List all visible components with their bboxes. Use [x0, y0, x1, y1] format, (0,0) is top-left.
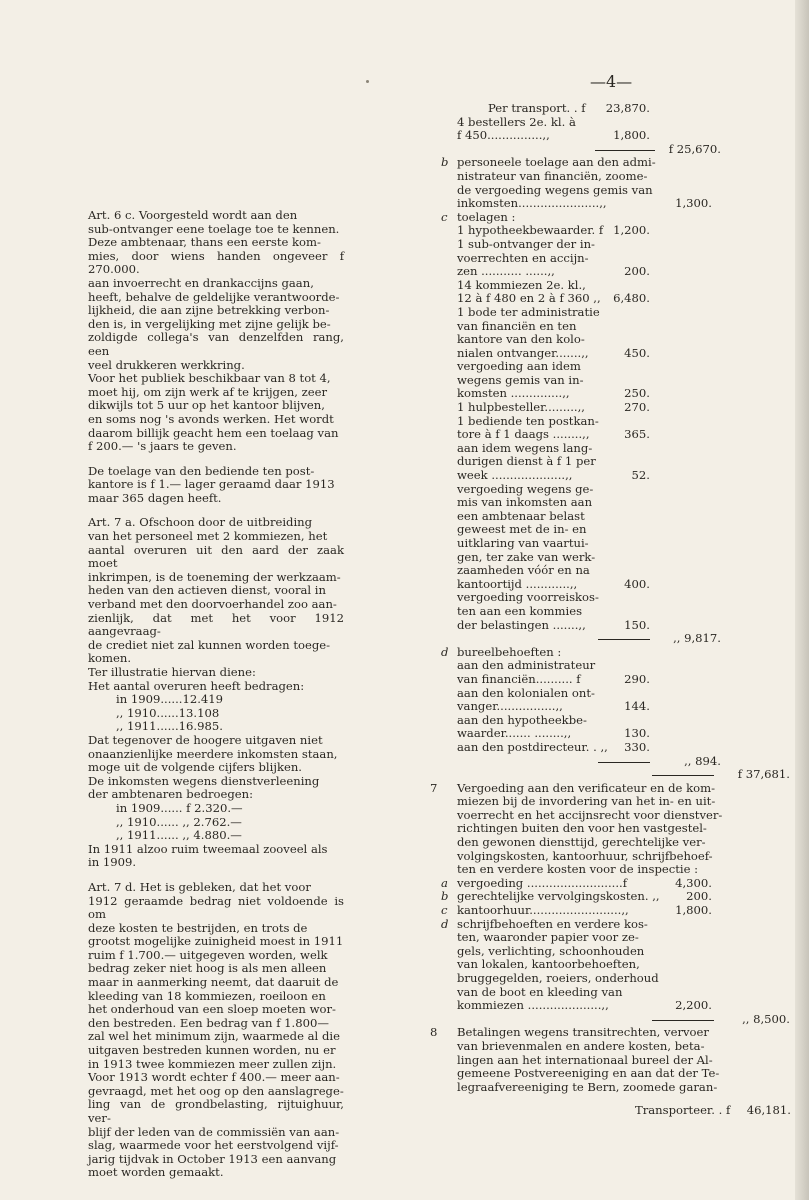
item-text: een ambtenaar belast	[457, 508, 585, 523]
text-line: ,, 1910......13.108	[116, 705, 220, 720]
ledger-line	[430, 795, 792, 809]
amount: 144.	[624, 699, 650, 714]
amount: 46,181.	[746, 1103, 791, 1118]
ledger-line	[430, 931, 792, 945]
amount: 250.	[624, 386, 650, 401]
paragraph-conclusion	[88, 843, 344, 870]
text-line: ,, 1911......16.985.	[116, 719, 223, 734]
ledger-line	[430, 782, 792, 796]
item-text: gerechtelijke vervolgingskosten. ,,	[457, 889, 660, 904]
amount: 4,300.	[675, 875, 712, 890]
amount: 2,200.	[675, 998, 712, 1013]
ledger-line	[430, 483, 792, 497]
text-line: het onderhoud van een sloep moeten wor-	[88, 1002, 336, 1017]
amount: 1,200.	[613, 223, 650, 238]
subtotal-line	[430, 755, 792, 769]
amount: 6,480.	[613, 291, 650, 306]
ledger-line	[430, 673, 792, 687]
page-edge-shadow	[795, 0, 809, 1200]
ledger-line	[430, 578, 792, 592]
item-text: nialen ontvanger.......,,	[457, 345, 589, 360]
ledger-line	[430, 809, 792, 823]
item-text: 4 bestellers 2e. kl. à	[457, 114, 576, 129]
text-line: der ambtenaren bedroegen:	[88, 787, 254, 802]
ledger-line	[430, 537, 792, 551]
ledger-line	[430, 741, 792, 755]
ledger-line	[430, 156, 792, 170]
ink-speck	[366, 80, 369, 83]
ledger-line	[430, 986, 792, 1000]
text-line: De toelage van den bediende ten post-	[88, 463, 315, 478]
item-text: zaamheden vóór en na	[457, 563, 590, 578]
sum-rule	[652, 1020, 714, 1021]
ledger-line	[430, 605, 792, 619]
ledger-line	[430, 822, 792, 836]
text-line: zienlijk, dat met het voor 1912 aangevraag-	[88, 610, 344, 639]
ledger-line	[430, 700, 792, 714]
text-line: van het personeel met 2 kommiezen, het	[88, 529, 328, 544]
item-number: 7	[430, 780, 438, 795]
item-text: lingen aan het internationaal bureel der Al-	[457, 1052, 713, 1067]
text-line: veel drukkeren werkkring.	[88, 357, 245, 372]
ledger-line	[430, 292, 792, 306]
text-line: ling van de grondbelasting, rijtuighuur, ver-	[88, 1097, 344, 1125]
ledger-line	[430, 455, 792, 469]
item-text: tore à f 1 daags ........,,	[457, 427, 590, 442]
ledger-line	[430, 863, 792, 877]
ledger-line	[430, 102, 792, 116]
text-line: blijf der leden van de commissiën van aan-	[88, 1124, 340, 1139]
text-line: bedrag zeker niet hoog is als men alleen	[88, 961, 327, 976]
text-line: de crediet niet zal kunnen worden toege-	[88, 637, 331, 652]
left-column	[88, 209, 344, 1180]
text-line: ,, 1911...... ,, 4.880.—	[116, 828, 242, 843]
ledger-line	[430, 415, 792, 429]
paragraph-art-7a	[88, 516, 344, 693]
text-line: gevraagd, met het oog op den aanslagrege-	[88, 1083, 344, 1098]
text-line: Dat tegenover de hoogere uitgaven niet	[88, 732, 323, 747]
paragraph-bediende	[88, 465, 344, 506]
item-text: Per transport. . f	[488, 101, 586, 115]
text-line: inkrimpen, is de toeneming der werkzaam-	[88, 569, 341, 584]
text-line: komen.	[88, 651, 132, 666]
ledger-line	[430, 496, 792, 510]
amount: 330.	[624, 739, 650, 754]
subtotal-line	[430, 632, 792, 646]
item-text: kantore van den kolo-	[457, 332, 585, 347]
item-text: voerrechten en accijn-	[457, 250, 589, 265]
ledger-line	[430, 564, 792, 578]
item-text: legraafvereeniging te Bern, zoomede garan-	[457, 1079, 718, 1094]
ledger-line	[430, 170, 792, 184]
amount: 1,800.	[613, 128, 650, 143]
text-line: in 1909...... f 2.320.—	[116, 800, 243, 815]
item-text: Vergoeding aan den verificateur en de kom-	[457, 780, 715, 795]
ledger-line	[430, 265, 792, 279]
ledger-line	[430, 428, 792, 442]
text-line: Art. 7 a. Ofschoon door de uitbreiding	[88, 515, 313, 530]
ledger-line	[430, 551, 792, 565]
text-line: Deze ambtenaar, thans een eerste kom-	[88, 235, 321, 250]
item-text: nistrateur van financiën, zoome-	[457, 168, 648, 183]
ledger-line	[430, 999, 792, 1013]
item-text: aan den administrateur	[457, 658, 596, 673]
ledger-line	[430, 510, 792, 524]
item-text: wegens gemis van in-	[457, 372, 584, 387]
ledger-line	[430, 523, 792, 537]
item-text: 1 bediende ten postkan-	[457, 413, 599, 428]
ledger-line	[430, 184, 792, 198]
item-text: f 450...............,,	[457, 128, 550, 143]
ledger-line	[430, 387, 792, 401]
text-line: in 1913 twee kommiezen meer zullen zijn.	[88, 1056, 337, 1071]
ledger-line	[430, 727, 792, 741]
item-text: waarder....... ........,,	[457, 726, 572, 741]
text-line: kleeding van 18 kommiezen, roeiloon en	[88, 988, 326, 1003]
text-line: dikwijls tot 5 uur op het kantoor blijven,	[88, 398, 325, 413]
item-text: 1 hypotheekbewaarder. f	[457, 223, 604, 238]
text-line: verband met den doorvoerhandel zoo aan-	[88, 597, 337, 612]
item-text: vergoeding aan idem	[457, 359, 581, 374]
ledger-line	[430, 333, 792, 347]
item-letter: a	[441, 875, 448, 890]
item-text: den gewonen diensttijd, gerechtelijke ver-	[457, 835, 706, 850]
ledger-line	[430, 116, 792, 130]
item-letter: d	[441, 644, 449, 659]
paragraph-art-6c	[88, 209, 344, 454]
sum-rule	[598, 762, 650, 763]
text-line: moet hij, om zijn werk af te krijgen, zeer	[88, 384, 328, 399]
item-letter: c	[441, 903, 448, 918]
item-text: aan den kolonialen ont-	[457, 685, 595, 700]
item-text: mis van inkomsten aan	[457, 495, 593, 510]
right-column	[430, 102, 792, 1118]
ledger-line	[430, 904, 792, 918]
ledger-line	[430, 197, 792, 211]
text-line: Ter illustratie hiervan diene:	[88, 665, 256, 679]
subtotal-line	[430, 768, 792, 782]
text-line: Het aantal overuren heeft bedragen:	[88, 678, 305, 693]
amount: ,, 894.	[684, 753, 721, 768]
text-line: ruim f 1.700.— uitgegeven worden, welk	[88, 947, 328, 962]
ledger-line	[430, 360, 792, 374]
item-text: 12 à f 480 en 2 à f 360 ,,	[457, 291, 601, 306]
text-line: en soms nog 's avonds werken. Het wordt	[88, 411, 334, 426]
item-text: ten aan een kommies	[457, 603, 583, 618]
text-line: mies, door wiens handen ongeveer f 270.000.	[88, 248, 344, 277]
item-text: kommiezen ....................,,	[457, 998, 609, 1013]
item-text: 1 bode ter administratie	[457, 304, 600, 319]
item-text: ten en verdere kosten voor de inspectie :	[457, 862, 699, 877]
text-line: daarom billijk geacht hem een toelaag van	[88, 425, 339, 440]
amount: 450.	[624, 345, 650, 360]
amount: f 25,670.	[668, 141, 721, 156]
amount: 1,300.	[675, 196, 712, 211]
ledger-line	[430, 252, 792, 266]
ledger-line	[430, 442, 792, 456]
item-text: van financiën.......... f	[457, 671, 581, 686]
paragraph-inkomsten-intro	[88, 734, 344, 802]
ledger-line	[430, 1054, 792, 1068]
item-text: ten, waaronder papier voor ze-	[457, 930, 639, 945]
ledger-line	[430, 972, 792, 986]
text-line: ,, 1910...... ,, 2.762.—	[116, 814, 242, 829]
ledger-line	[430, 1104, 792, 1118]
item-text: volgingskosten, kantoorhuur, schrijfbehoef-	[457, 848, 713, 863]
amount: ,, 8,500.	[742, 1011, 790, 1026]
text-line: Voor 1913 wordt echter f 400.— meer aan-	[88, 1070, 340, 1085]
paragraph-art-7d	[88, 881, 344, 1180]
item-text: schrijfbehoeften en verdere kos-	[457, 916, 648, 931]
ledger-line	[430, 320, 792, 334]
text-line: sub-ontvanger eene toelage toe te kennen.	[88, 221, 340, 236]
item-text: durigen dienst à f 1 per	[457, 454, 596, 469]
amount: 200.	[624, 264, 650, 279]
text-line: maar in aanmerking neemt, dat daaruit de	[88, 975, 339, 990]
item-text: richtingen buiten den voor hen vastgestel-	[457, 821, 707, 836]
ledger-line	[430, 918, 792, 932]
text-line: heeft, behalve de geldelijke verantwoorde-	[88, 289, 340, 304]
text-line: aan invoerrecht en drankaccijns gaan,	[88, 275, 314, 290]
item-text: toelagen :	[457, 209, 516, 224]
item-text: personeele toelage aan den admi-	[457, 155, 656, 170]
ledger-line	[430, 238, 792, 252]
ledger-line	[430, 619, 792, 633]
ledger-line	[430, 877, 792, 891]
ledger-line	[430, 224, 792, 238]
ledger-line	[430, 591, 792, 605]
item-text: aan idem wegens lang-	[457, 440, 593, 455]
item-text: kantoortijd ............,,	[457, 576, 578, 591]
amount: f 37,681.	[737, 767, 790, 782]
item-text: inkomsten......................,,	[457, 196, 607, 211]
item-text: bruggegelden, roeiers, onderhoud	[457, 971, 659, 985]
text-line: Voor het publiek beschikbaar van 8 tot 4,	[88, 371, 331, 386]
item-text: aan den postdirecteur. . ,,	[457, 739, 608, 754]
sum-rule	[598, 639, 650, 640]
item-letter: b	[441, 155, 449, 170]
ledger-line	[430, 374, 792, 388]
amount: 1,800.	[675, 903, 712, 918]
text-line: deze kosten te bestrijden, en trots de	[88, 920, 308, 935]
text-line: onaanzienlijke meerdere inkomsten staan,	[88, 746, 338, 761]
inkomsten-list	[88, 802, 344, 843]
text-line: heden van den actieven dienst, vooral in	[88, 583, 326, 598]
item-text: Betalingen wegens transitrechten, vervoer	[457, 1025, 709, 1040]
text-line: De inkomsten wegens dienstverleening	[88, 773, 320, 788]
item-text: vergoeding wegens ge-	[457, 481, 594, 496]
text-line: In 1911 alzoo ruim tweemaal zooveel als	[88, 841, 328, 856]
sum-rule	[595, 150, 655, 151]
ledger-line	[430, 401, 792, 415]
item-text: van brievenmalen en andere kosten, beta-	[457, 1038, 705, 1053]
item-text: miezen bij de invordering van het in- en uit-	[457, 794, 716, 809]
item-text: kantoorhuur.........................,,	[457, 903, 629, 918]
text-line: zoldigde collega's van denzelfden rang, een	[88, 330, 344, 358]
item-text: Transporteer. . f	[635, 1103, 731, 1118]
item-text: der belastingen .......,,	[457, 617, 586, 632]
ledger-line	[430, 714, 792, 728]
ledger-line	[430, 687, 792, 701]
ledger-line	[430, 850, 792, 864]
text-line: in 1909......12.419	[116, 692, 224, 707]
item-text: van de boot en kleeding van	[457, 984, 623, 999]
item-text: voerrecht en het accijnsrecht voor dienstver-	[457, 807, 723, 822]
text-line: jarig tijdvak in October 1913 een aanvang	[88, 1151, 337, 1166]
text-line: zal wel het minimum zijn, waarmede al die	[88, 1029, 340, 1044]
text-line: maar 365 dagen heeft.	[88, 490, 222, 505]
text-line: moge uit de volgende cijfers blijken.	[88, 760, 302, 775]
text-line: f 200.— 's jaars te geven.	[88, 439, 237, 454]
text-line: 1912 geraamde bedrag niet voldoende is om	[88, 893, 344, 922]
ledger-line	[430, 945, 792, 959]
item-letter: b	[441, 889, 449, 904]
item-letter: c	[441, 209, 448, 224]
item-text: de vergoeding wegens gemis van	[457, 182, 653, 197]
text-line: Art. 6 c. Voorgesteld wordt aan den	[88, 208, 298, 222]
text-line: aantal overuren uit den aard der zaak moet	[88, 542, 344, 571]
ledger-line	[430, 211, 792, 225]
subtotal-line	[430, 143, 792, 157]
ledger-line	[430, 1040, 792, 1054]
text-line: lijkheid, die aan zijne betrekking verbon-	[88, 303, 330, 318]
subtotal-line	[430, 1013, 792, 1027]
ledger-line	[430, 129, 792, 143]
amount: 150.	[624, 617, 650, 632]
item-text: week ....................,,	[457, 468, 573, 483]
text-line: uitgaven bestreden kunnen worden, nu er	[88, 1043, 336, 1058]
text-line: moet worden gemaakt.	[88, 1165, 224, 1180]
item-letter: d	[441, 916, 449, 931]
item-text: bureelbehoeften :	[457, 644, 562, 659]
item-text: gemeene Postvereeniging en aan dat der Te-	[457, 1066, 720, 1081]
item-text: zen ........... ......,,	[457, 264, 555, 279]
text-line: grootst mogelijke zuinigheid moest in 1911	[88, 934, 344, 949]
amount: 270.	[624, 400, 650, 415]
item-text: uitklaring van vaartui-	[457, 536, 589, 550]
ledger-line	[430, 1081, 792, 1095]
item-text: gen, ter zake van werk-	[457, 549, 596, 564]
amount: 290.	[624, 671, 650, 686]
item-number: 8	[430, 1025, 438, 1040]
text-line: in 1909.	[88, 855, 137, 870]
amount: 52.	[631, 468, 650, 483]
item-text: 14 kommiezen 2e. kl.,	[457, 277, 586, 292]
page-number: —4—	[590, 72, 633, 91]
sum-rule	[652, 775, 714, 776]
ledger-line	[430, 659, 792, 673]
item-text: van lokalen, kantoorbehoeften,	[457, 957, 640, 972]
ledger-line	[430, 1026, 792, 1040]
ledger-line	[430, 306, 792, 320]
item-text: geweest met de in- en	[457, 522, 587, 537]
item-text: aan den hypotheekbe-	[457, 712, 587, 727]
item-text: gels, verlichting, schoonhouden	[457, 943, 645, 958]
amount: 200.	[686, 889, 712, 904]
ledger-line	[430, 836, 792, 850]
text-line: den bestreden. Een bedrag van f 1.800—	[88, 1015, 329, 1030]
item-text: 1 sub-ontvanger der in-	[457, 236, 595, 251]
ledger-line	[430, 347, 792, 361]
text-line: Art. 7 d. Het is gebleken, dat het voor	[88, 879, 311, 894]
ledger-line	[430, 890, 792, 904]
ledger-line	[430, 1094, 792, 1104]
ledger-line	[430, 1067, 792, 1081]
amount: ,, 9,817.	[673, 631, 721, 646]
item-text: vergoeding voorreiskos-	[457, 590, 599, 605]
overuren-list	[88, 693, 344, 734]
ledger-line	[430, 279, 792, 293]
text-line: den is, in vergelijking met zijne gelijk be-	[88, 316, 331, 331]
amount: 130.	[624, 726, 650, 741]
ledger-line	[430, 958, 792, 972]
amount: 365.	[624, 427, 650, 442]
item-text: 1 hulpbesteller.........,,	[457, 400, 585, 415]
ledger-line	[430, 646, 792, 660]
amount: 23,870.	[605, 101, 650, 115]
amount: 400.	[624, 576, 650, 591]
ledger-line	[430, 469, 792, 483]
item-text: komsten ..............,,	[457, 386, 570, 401]
text-line: slag, waarmede voor het eerstvolgend vijf-	[88, 1138, 339, 1153]
item-text: vanger................,,	[457, 699, 563, 714]
item-text: vergoeding ..........................f	[457, 875, 628, 890]
item-text: van financiën en ten	[457, 318, 577, 333]
text-line: kantore is f 1.— lager geraamd daar 1913	[88, 477, 335, 492]
